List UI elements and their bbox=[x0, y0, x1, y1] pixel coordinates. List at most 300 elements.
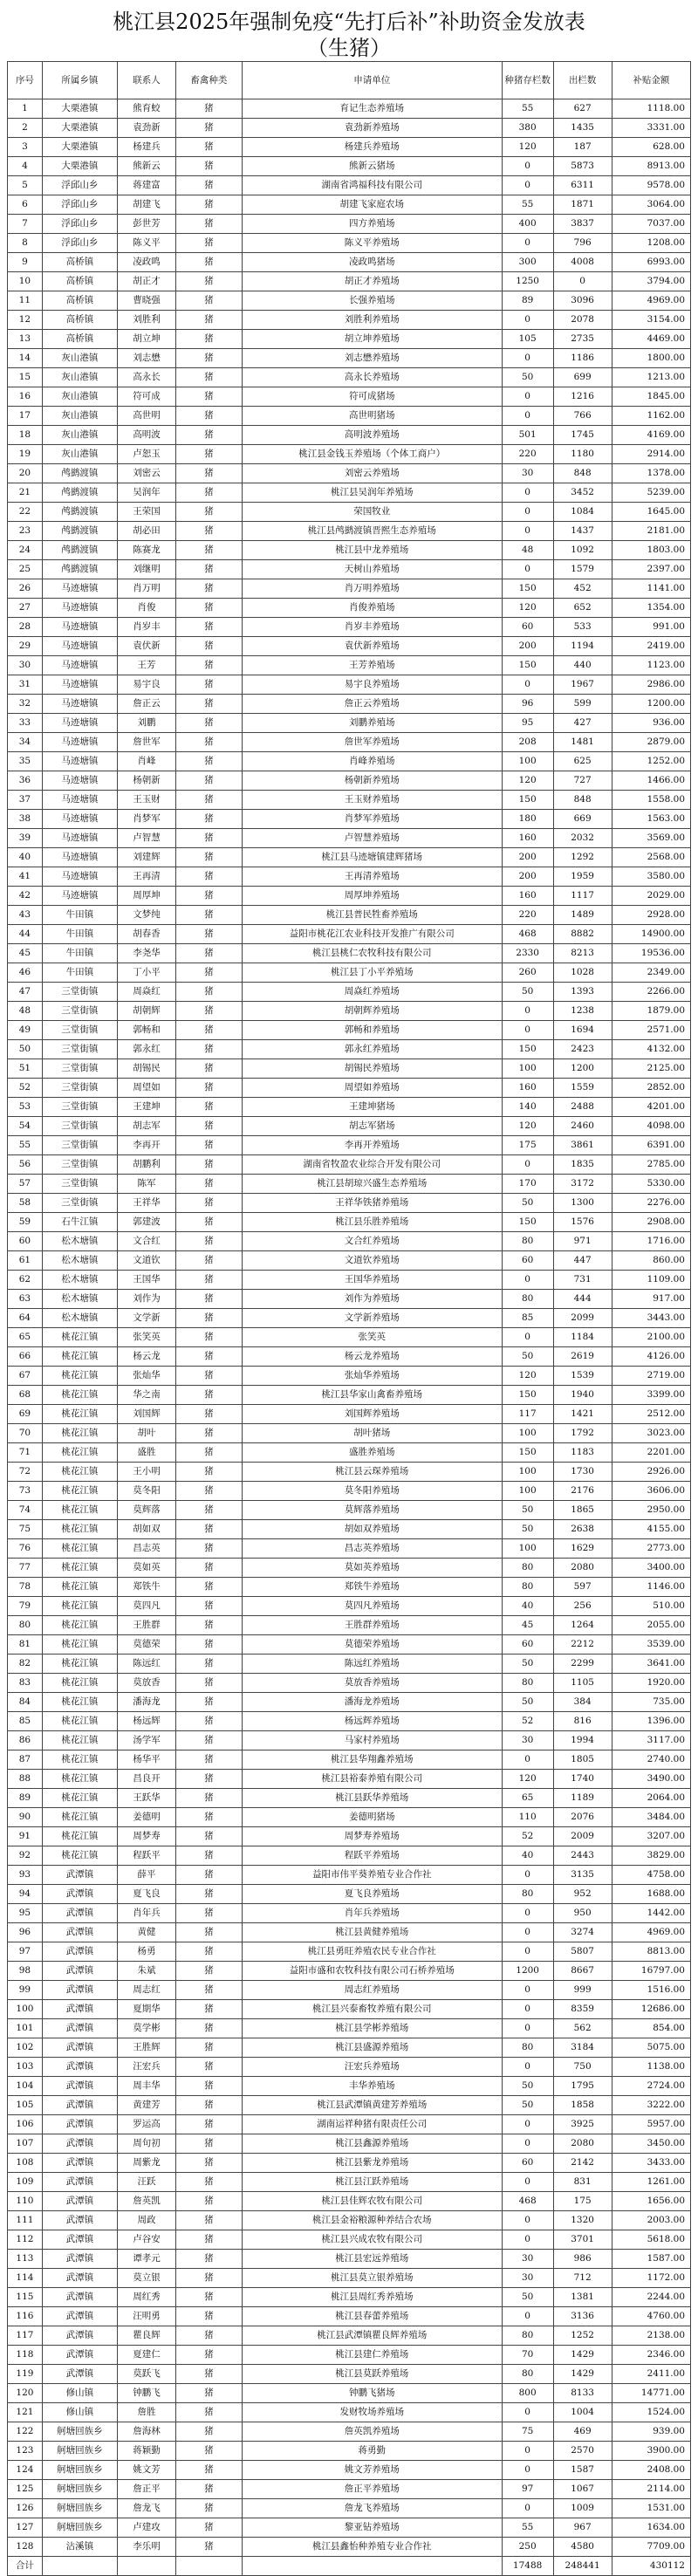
cell-amount: 1845.00 bbox=[612, 387, 690, 407]
cell-amount: 1524.00 bbox=[612, 2403, 690, 2422]
cell-amount: 4155.00 bbox=[612, 1520, 690, 1539]
cell-species: 猪 bbox=[176, 1482, 243, 1501]
cell-breeding-stock: 0 bbox=[502, 2461, 553, 2480]
cell-amount: 2114.00 bbox=[612, 2480, 690, 2499]
cell-applicant: 姚文芳养殖场 bbox=[242, 2461, 502, 2480]
cell-index: 26 bbox=[8, 579, 43, 599]
cell-town: 武潭镇 bbox=[42, 2019, 117, 2038]
cell-contact: 肖万明 bbox=[117, 579, 175, 599]
cell-breeding-stock: 150 bbox=[502, 791, 553, 810]
cell-amount: 2276.00 bbox=[612, 1194, 690, 1213]
cell-town: 桃花江镇 bbox=[42, 1424, 117, 1443]
cell-species: 猪 bbox=[176, 925, 243, 944]
cell-town: 三堂街镇 bbox=[42, 1002, 117, 1021]
cell-contact: 卢恕玉 bbox=[117, 445, 175, 464]
cell-outgoing: 3452 bbox=[553, 483, 612, 503]
cell-town: 桃花江镇 bbox=[42, 1750, 117, 1770]
table-row bbox=[8, 963, 691, 983]
cell-index: 106 bbox=[8, 2115, 43, 2134]
cell-index: 68 bbox=[8, 1386, 43, 1405]
cell-applicant: 胡立坤养殖场 bbox=[242, 330, 502, 349]
cell-index: 34 bbox=[8, 733, 43, 752]
cell-town: 武潭镇 bbox=[42, 1942, 117, 1962]
cell-contact: 瞿良辉 bbox=[117, 2326, 175, 2346]
cell-species: 猪 bbox=[176, 387, 243, 407]
cell-applicant: 刘胜利养殖场 bbox=[242, 311, 502, 330]
table-row bbox=[8, 2019, 691, 2038]
cell-amount: 1141.00 bbox=[612, 579, 690, 599]
cell-amount: 1920.00 bbox=[612, 1674, 690, 1693]
cell-index: 87 bbox=[8, 1750, 43, 1770]
cell-breeding-stock: 89 bbox=[502, 291, 553, 311]
cell-town: 武潭镇 bbox=[42, 1904, 117, 1923]
table-row bbox=[8, 1021, 691, 1040]
cell-amount: 2125.00 bbox=[612, 1059, 690, 1079]
cell-applicant: 郭畅和养殖场 bbox=[242, 1021, 502, 1040]
cell-species: 猪 bbox=[176, 2000, 243, 2019]
cell-contact: 姚文芳 bbox=[117, 2461, 175, 2480]
cell-town: 三堂街镇 bbox=[42, 1098, 117, 1117]
cell-amount: 2719.00 bbox=[612, 1367, 690, 1386]
cell-applicant: 桃江县兴成农牧有限公司 bbox=[242, 2230, 502, 2250]
cell-breeding-stock: 80 bbox=[502, 1885, 553, 1904]
cell-outgoing: 1940 bbox=[553, 1386, 612, 1405]
cell-applicant: 桃江县兴泰畜牧养殖有限公司 bbox=[242, 2000, 502, 2019]
cell-outgoing: 816 bbox=[553, 1712, 612, 1731]
cell-index: 6 bbox=[8, 195, 43, 215]
cell-contact: 胡必田 bbox=[117, 522, 175, 541]
cell-index: 64 bbox=[8, 1309, 43, 1328]
cell-applicant: 陈远红养殖场 bbox=[242, 1655, 502, 1674]
cell-index: 125 bbox=[8, 2480, 43, 2499]
cell-applicant: 凌政鸣猪场 bbox=[242, 253, 502, 272]
table-row bbox=[8, 810, 691, 829]
cell-index: 120 bbox=[8, 2384, 43, 2403]
cell-amount: 735.00 bbox=[612, 1693, 690, 1712]
cell-species: 猪 bbox=[176, 2422, 243, 2442]
cell-town: 桃花江镇 bbox=[42, 1578, 117, 1597]
cell-species: 猪 bbox=[176, 1655, 243, 1674]
cell-amount: 4969.00 bbox=[612, 1923, 690, 1942]
cell-town: 浮邱山乡 bbox=[42, 215, 117, 234]
cell-outgoing: 1629 bbox=[553, 1539, 612, 1559]
cell-applicant: 桃江县学彬养殖场 bbox=[242, 2019, 502, 2038]
cell-species: 猪 bbox=[176, 1635, 243, 1655]
cell-species: 猪 bbox=[176, 2346, 243, 2365]
cell-outgoing: 8882 bbox=[553, 925, 612, 944]
cell-contact: 周丰华 bbox=[117, 2077, 175, 2096]
cell-species: 猪 bbox=[176, 733, 243, 752]
cell-amount: 917.00 bbox=[612, 1290, 690, 1309]
cell-contact: 袁劲新 bbox=[117, 119, 175, 138]
cell-species: 猪 bbox=[176, 1712, 243, 1731]
cell-town: 桃花江镇 bbox=[42, 1405, 117, 1424]
cell-town: 桃花江镇 bbox=[42, 1616, 117, 1635]
table-row bbox=[8, 1175, 691, 1194]
cell-breeding-stock: 30 bbox=[502, 2269, 553, 2288]
cell-species: 猪 bbox=[176, 656, 243, 675]
cell-species: 猪 bbox=[176, 637, 243, 656]
cell-breeding-stock: 117 bbox=[502, 1405, 553, 1424]
cell-breeding-stock: 180 bbox=[502, 810, 553, 829]
cell-amount: 5330.00 bbox=[612, 1175, 690, 1194]
table-row bbox=[8, 656, 691, 675]
cell-index: 73 bbox=[8, 1482, 43, 1501]
cell-index: 22 bbox=[8, 503, 43, 522]
cell-outgoing: 727 bbox=[553, 771, 612, 791]
cell-breeding-stock: 95 bbox=[502, 714, 553, 733]
cell-contact: 王小明 bbox=[117, 1463, 175, 1482]
cell-species: 猪 bbox=[176, 2461, 243, 2480]
cell-outgoing: 1292 bbox=[553, 848, 612, 867]
cell-applicant: 湖南省鸿福科技有限公司 bbox=[242, 176, 502, 195]
cell-species: 猪 bbox=[176, 2384, 243, 2403]
cell-contact: 陈赛龙 bbox=[117, 541, 175, 560]
cell-amount: 1200.00 bbox=[612, 695, 690, 714]
cell-species: 猪 bbox=[176, 752, 243, 771]
cell-breeding-stock: 75 bbox=[502, 2422, 553, 2442]
header-contact: 联系人 bbox=[117, 62, 175, 99]
table-row bbox=[8, 1866, 691, 1885]
table-row bbox=[8, 1213, 691, 1232]
cell-outgoing: 8213 bbox=[553, 944, 612, 963]
cell-amount: 1879.00 bbox=[612, 1002, 690, 1021]
cell-index: 121 bbox=[8, 2403, 43, 2422]
cell-breeding-stock: 0 bbox=[502, 2307, 553, 2326]
cell-town: 马迹塘镇 bbox=[42, 579, 117, 599]
cell-breeding-stock: 0 bbox=[502, 311, 553, 330]
cell-index: 114 bbox=[8, 2269, 43, 2288]
cell-town: 桃花江镇 bbox=[42, 1789, 117, 1808]
table-row bbox=[8, 848, 691, 867]
cell-town: 桃花江镇 bbox=[42, 1674, 117, 1693]
cell-outgoing: 384 bbox=[553, 1693, 612, 1712]
cell-contact: 王胜辉 bbox=[117, 2038, 175, 2058]
cell-outgoing: 731 bbox=[553, 1271, 612, 1290]
cell-town: 马迹塘镇 bbox=[42, 829, 117, 848]
cell-town: 马迹塘镇 bbox=[42, 656, 117, 675]
cell-amount: 3154.00 bbox=[612, 311, 690, 330]
cell-town: 武潭镇 bbox=[42, 2038, 117, 2058]
cell-index: 3 bbox=[8, 138, 43, 157]
cell-applicant: 高明波养殖场 bbox=[242, 426, 502, 445]
cell-breeding-stock: 48 bbox=[502, 541, 553, 560]
cell-breeding-stock: 50 bbox=[502, 1693, 553, 1712]
cell-breeding-stock: 250 bbox=[502, 2538, 553, 2557]
cell-outgoing: 1004 bbox=[553, 2403, 612, 2422]
cell-breeding-stock: 30 bbox=[502, 2250, 553, 2269]
cell-amount: 2852.00 bbox=[612, 1079, 690, 1098]
cell-species: 猪 bbox=[176, 1271, 243, 1290]
cell-amount: 3484.00 bbox=[612, 1808, 690, 1827]
cell-index: 91 bbox=[8, 1827, 43, 1846]
cell-species: 猪 bbox=[176, 291, 243, 311]
table-row bbox=[8, 272, 691, 291]
cell-outgoing: 175 bbox=[553, 2192, 612, 2211]
cell-outgoing: 1835 bbox=[553, 1155, 612, 1175]
table-row bbox=[8, 1885, 691, 1904]
cell-applicant: 盛胜养殖场 bbox=[242, 1443, 502, 1463]
table-row bbox=[8, 1655, 691, 1674]
cell-outgoing: 1105 bbox=[553, 1674, 612, 1693]
cell-species: 猪 bbox=[176, 138, 243, 157]
table-row bbox=[8, 1386, 691, 1405]
cell-amount: 1252.00 bbox=[612, 752, 690, 771]
cell-town: 武潭镇 bbox=[42, 1923, 117, 1942]
cell-town: 武潭镇 bbox=[42, 2307, 117, 2326]
cell-applicant: 桃江县江跃养殖场 bbox=[242, 2173, 502, 2192]
cell-amount: 1803.00 bbox=[612, 541, 690, 560]
cell-breeding-stock: 80 bbox=[502, 2326, 553, 2346]
cell-outgoing: 971 bbox=[553, 1232, 612, 1251]
table-row bbox=[8, 1194, 691, 1213]
cell-applicant: 桃江县建仁养殖场 bbox=[242, 2346, 502, 2365]
cell-applicant: 桃江县宏远养殖场 bbox=[242, 2250, 502, 2269]
cell-applicant: 杨朝新养殖场 bbox=[242, 771, 502, 791]
cell-outgoing: 3136 bbox=[553, 2307, 612, 2326]
total-row bbox=[8, 2557, 691, 2576]
total-amount: 430112 bbox=[612, 2557, 690, 2576]
cell-amount: 2266.00 bbox=[612, 983, 690, 1002]
cell-breeding-stock: 150 bbox=[502, 1443, 553, 1463]
cell-contact: 肖峰 bbox=[117, 752, 175, 771]
cell-town: 牛田镇 bbox=[42, 963, 117, 983]
header-outgoing: 出栏数 bbox=[553, 62, 612, 99]
table-row bbox=[8, 1290, 691, 1309]
cell-town: 松木塘镇 bbox=[42, 1290, 117, 1309]
cell-index: 69 bbox=[8, 1405, 43, 1424]
table-row bbox=[8, 771, 691, 791]
cell-contact: 肖岁丰 bbox=[117, 618, 175, 637]
cell-town: 桃花江镇 bbox=[42, 1386, 117, 1405]
cell-breeding-stock: 120 bbox=[502, 138, 553, 157]
cell-applicant: 刘国辉养殖场 bbox=[242, 1405, 502, 1424]
cell-contact: 詹正云 bbox=[117, 695, 175, 714]
total-breeding: 17488 bbox=[502, 2557, 553, 2576]
cell-town: 马迹塘镇 bbox=[42, 810, 117, 829]
cell-index: 55 bbox=[8, 1136, 43, 1155]
cell-town: 灰山港镇 bbox=[42, 368, 117, 387]
table-row bbox=[8, 1463, 691, 1482]
cell-contact: 胡鹏利 bbox=[117, 1155, 175, 1175]
cell-index: 98 bbox=[8, 1962, 43, 1981]
cell-index: 92 bbox=[8, 1846, 43, 1866]
cell-breeding-stock: 40 bbox=[502, 1597, 553, 1616]
table-row bbox=[8, 1251, 691, 1271]
cell-amount: 860.00 bbox=[612, 1251, 690, 1271]
cell-index: 115 bbox=[8, 2288, 43, 2307]
cell-index: 119 bbox=[8, 2365, 43, 2384]
cell-breeding-stock: 85 bbox=[502, 1309, 553, 1328]
cell-amount: 2740.00 bbox=[612, 1750, 690, 1770]
cell-contact: 莫德荣 bbox=[117, 1635, 175, 1655]
cell-index: 28 bbox=[8, 618, 43, 637]
cell-town: 鸬鹚渡镇 bbox=[42, 464, 117, 483]
cell-contact: 李再开 bbox=[117, 1136, 175, 1155]
cell-town: 牛田镇 bbox=[42, 906, 117, 925]
cell-index: 47 bbox=[8, 983, 43, 1002]
cell-index: 96 bbox=[8, 1923, 43, 1942]
cell-species: 猪 bbox=[176, 195, 243, 215]
cell-amount: 1213.00 bbox=[612, 368, 690, 387]
cell-breeding-stock: 0 bbox=[502, 1002, 553, 1021]
cell-applicant: 桃江县华翔鑫养殖场 bbox=[242, 1750, 502, 1770]
cell-index: 14 bbox=[8, 349, 43, 368]
cell-index: 124 bbox=[8, 2461, 43, 2480]
cell-breeding-stock: 400 bbox=[502, 215, 553, 234]
table-row bbox=[8, 1827, 691, 1846]
cell-town: 武潭镇 bbox=[42, 1981, 117, 2000]
cell-outgoing: 3701 bbox=[553, 2230, 612, 2250]
table-row bbox=[8, 925, 691, 944]
cell-species: 猪 bbox=[176, 867, 243, 887]
cell-breeding-stock: 80 bbox=[502, 2365, 553, 2384]
cell-contact: 陈远红 bbox=[117, 1655, 175, 1674]
cell-contact: 夏期华 bbox=[117, 2000, 175, 2019]
cell-breeding-stock: 97 bbox=[502, 2480, 553, 2499]
cell-index: 31 bbox=[8, 675, 43, 695]
cell-amount: 2512.00 bbox=[612, 1405, 690, 1424]
cell-amount: 2055.00 bbox=[612, 1616, 690, 1635]
cell-outgoing: 1489 bbox=[553, 906, 612, 925]
cell-outgoing: 1576 bbox=[553, 1213, 612, 1232]
cell-outgoing: 986 bbox=[553, 2250, 612, 2269]
cell-town: 马迹塘镇 bbox=[42, 733, 117, 752]
cell-index: 50 bbox=[8, 1040, 43, 1059]
cell-outgoing: 2080 bbox=[553, 1559, 612, 1578]
cell-breeding-stock: 0 bbox=[502, 1271, 553, 1290]
cell-contact: 郭永红 bbox=[117, 1040, 175, 1059]
table-row bbox=[8, 2115, 691, 2134]
cell-index: 21 bbox=[8, 483, 43, 503]
cell-breeding-stock: 80 bbox=[502, 2038, 553, 2058]
cell-applicant: 詹正云养殖场 bbox=[242, 695, 502, 714]
cell-contact: 胡叶 bbox=[117, 1424, 175, 1443]
cell-town: 马迹塘镇 bbox=[42, 618, 117, 637]
cell-amount: 1442.00 bbox=[612, 1904, 690, 1923]
table-row bbox=[8, 2346, 691, 2365]
cell-outgoing: 447 bbox=[553, 1251, 612, 1271]
cell-outgoing: 1481 bbox=[553, 733, 612, 752]
header-breeding-stock: 种猪存栏数 bbox=[502, 62, 553, 99]
cell-outgoing: 1393 bbox=[553, 983, 612, 1002]
cell-breeding-stock: 70 bbox=[502, 2346, 553, 2365]
cell-applicant: 马家村养殖场 bbox=[242, 1731, 502, 1750]
cell-town: 马迹塘镇 bbox=[42, 695, 117, 714]
cell-applicant: 桃江县鑫源养殖场 bbox=[242, 2134, 502, 2154]
cell-applicant: 肖年兵养殖场 bbox=[242, 1904, 502, 1923]
cell-applicant: 长强养殖场 bbox=[242, 291, 502, 311]
cell-outgoing: 256 bbox=[553, 1597, 612, 1616]
cell-outgoing: 750 bbox=[553, 2058, 612, 2077]
cell-species: 猪 bbox=[176, 1923, 243, 1942]
cell-amount: 4201.00 bbox=[612, 1098, 690, 1117]
cell-amount: 1146.00 bbox=[612, 1578, 690, 1597]
cell-town: 松木塘镇 bbox=[42, 1271, 117, 1290]
cell-breeding-stock: 0 bbox=[502, 2000, 553, 2019]
cell-applicant: 桃江县云琛养殖场 bbox=[242, 1463, 502, 1482]
cell-index: 86 bbox=[8, 1731, 43, 1750]
cell-contact: 王建坤 bbox=[117, 1098, 175, 1117]
cell-breeding-stock: 50 bbox=[502, 1501, 553, 1520]
cell-town: 牛田镇 bbox=[42, 944, 117, 963]
cell-breeding-stock: 0 bbox=[502, 176, 553, 195]
cell-index: 1 bbox=[8, 99, 43, 119]
cell-outgoing: 1252 bbox=[553, 2326, 612, 2346]
cell-species: 猪 bbox=[176, 311, 243, 330]
cell-breeding-stock: 100 bbox=[502, 1059, 553, 1079]
cell-breeding-stock: 0 bbox=[502, 1866, 553, 1885]
cell-amount: 3117.00 bbox=[612, 1731, 690, 1750]
cell-contact: 胡正才 bbox=[117, 272, 175, 291]
cell-species: 猪 bbox=[176, 2269, 243, 2288]
table-row bbox=[8, 1405, 691, 1424]
cell-amount: 3450.00 bbox=[612, 2134, 690, 2154]
table-row bbox=[8, 2422, 691, 2442]
cell-breeding-stock: 100 bbox=[502, 1482, 553, 1501]
cell-town: 大栗港镇 bbox=[42, 99, 117, 119]
cell-species: 猪 bbox=[176, 1674, 243, 1693]
table-row bbox=[8, 445, 691, 464]
table-row bbox=[8, 1098, 691, 1117]
cell-index: 24 bbox=[8, 541, 43, 560]
cell-breeding-stock: 80 bbox=[502, 1674, 553, 1693]
cell-outgoing: 2078 bbox=[553, 311, 612, 330]
cell-species: 猪 bbox=[176, 2307, 243, 2326]
cell-contact: 詹世军 bbox=[117, 733, 175, 752]
cell-species: 猪 bbox=[176, 2173, 243, 2192]
cell-index: 97 bbox=[8, 1942, 43, 1962]
cell-amount: 1656.00 bbox=[612, 2192, 690, 2211]
subsidy-table bbox=[7, 61, 691, 2576]
cell-town: 桃花江镇 bbox=[42, 1443, 117, 1463]
cell-index: 72 bbox=[8, 1463, 43, 1482]
cell-contact: 夏建仁 bbox=[117, 2346, 175, 2365]
cell-applicant: 王玉财养殖场 bbox=[242, 791, 502, 810]
cell-town: 武潭镇 bbox=[42, 2365, 117, 2384]
cell-contact: 潘海龙 bbox=[117, 1693, 175, 1712]
cell-applicant: 詹正平养殖场 bbox=[242, 2480, 502, 2499]
cell-species: 猪 bbox=[176, 1367, 243, 1386]
table-row bbox=[8, 464, 691, 483]
cell-applicant: 夏飞良养殖场 bbox=[242, 1885, 502, 1904]
cell-index: 29 bbox=[8, 637, 43, 656]
cell-species: 猪 bbox=[176, 1117, 243, 1136]
cell-applicant: 桃江县吴润年养殖场 bbox=[242, 483, 502, 503]
cell-contact: 周红秀 bbox=[117, 2288, 175, 2307]
cell-amount: 8813.00 bbox=[612, 1942, 690, 1962]
cell-applicant: 卢智慧养殖场 bbox=[242, 829, 502, 848]
cell-index: 7 bbox=[8, 215, 43, 234]
cell-applicant: 丰华养殖场 bbox=[242, 2077, 502, 2096]
cell-outgoing: 2299 bbox=[553, 1655, 612, 1674]
cell-amount: 3490.00 bbox=[612, 1770, 690, 1789]
cell-outgoing: 950 bbox=[553, 1904, 612, 1923]
cell-breeding-stock: 55 bbox=[502, 99, 553, 119]
cell-species: 猪 bbox=[176, 2115, 243, 2134]
cell-town: 灰山港镇 bbox=[42, 426, 117, 445]
cell-index: 18 bbox=[8, 426, 43, 445]
cell-town: 高桥镇 bbox=[42, 291, 117, 311]
cell-breeding-stock: 300 bbox=[502, 253, 553, 272]
table-row bbox=[8, 1597, 691, 1616]
cell-outgoing: 562 bbox=[553, 2019, 612, 2038]
cell-applicant: 高永长养殖场 bbox=[242, 368, 502, 387]
cell-species: 猪 bbox=[176, 599, 243, 618]
cell-index: 100 bbox=[8, 2000, 43, 2019]
cell-outgoing: 3861 bbox=[553, 1136, 612, 1155]
cell-contact: 文学新 bbox=[117, 1309, 175, 1328]
